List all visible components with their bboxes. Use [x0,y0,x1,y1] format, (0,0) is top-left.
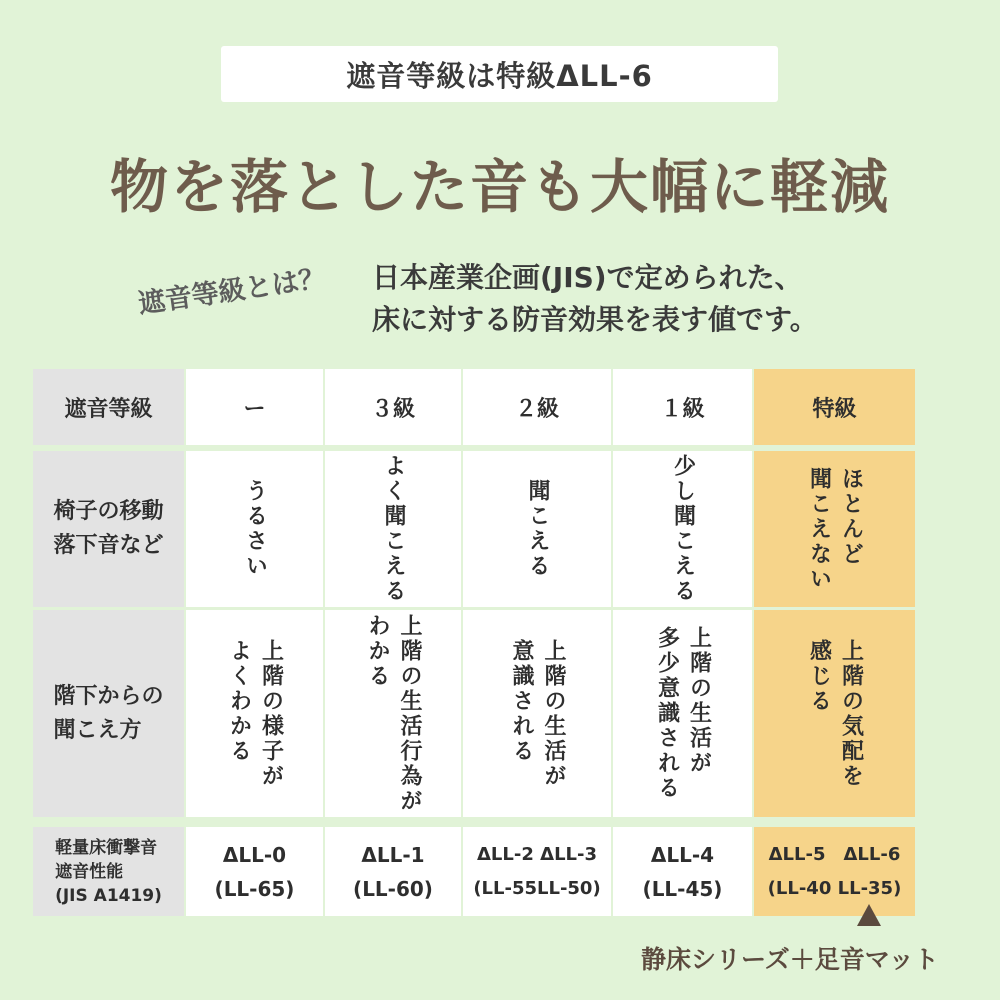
hearing-text: わかる [365,613,390,689]
row-header-chair [33,451,184,607]
chair-text: ほとんど [838,466,864,567]
row-header-chair-line: 椅子の移動 [53,499,164,524]
hearing-cell-1 [325,610,461,817]
explanation-line-1: 日本産業企画(JIS)で定められた、 [372,261,803,294]
rating-ll: (LL-65) [214,876,295,901]
hearing-text: 上階の生活が [541,638,566,789]
chair-text: うるさい [242,479,268,579]
grade-label: ３級 [370,396,415,422]
rating-ll: (LL-40 LL-35) [767,877,902,899]
rating-value: ΔLL-0 [222,842,287,867]
row-header-grade [33,369,184,445]
row-header-hearing-line: 聞こえ方 [53,717,142,743]
hearing-text: 上階の気配を [838,638,864,789]
chair-cell-1 [325,451,461,607]
grade-cell-3 [613,369,752,445]
chair-cell-2 [463,451,611,607]
chair-text: よく聞こえる [381,454,406,604]
hearing-cell-3 [613,610,752,817]
rating-ll: (LL-45) [642,876,723,901]
chair-cell-4 [754,451,915,607]
row-header-hearing [33,610,184,817]
chair-cell-0 [186,451,323,607]
rating-cell-3 [613,827,752,916]
rating-value: ΔLL-1 [361,842,425,867]
hearing-text: 上階の生活行為が [397,613,422,814]
row-header-hearing-line: 階下からの [53,683,164,709]
hearing-text: よくわかる [226,638,252,764]
grade-badge: 遮音等級は特級ΔLL-6 [221,46,778,102]
hearing-text: 上階の様子が [258,638,284,789]
rating-value: ΔLL-5 ΔLL-6 [768,843,901,865]
row-header-rating-line: (JIS A1419) [55,885,162,906]
up-arrow-icon [857,904,881,926]
explanation-text [372,257,818,341]
chair-text: 少し聞こえる [670,454,696,604]
rating-ll: (LL-60) [353,876,433,901]
hearing-text: 多少意識される [654,626,680,801]
hearing-text: 感じる [806,638,832,714]
page-headline: 物を落とした音も大幅に軽減 [109,153,890,221]
chair-text: 聞こえる [525,479,550,579]
grade-label: １級 [660,396,705,422]
row-header-rating-line: 遮音性能 [55,861,124,882]
rating-cell-0 [186,827,323,916]
rating-cell-4 [754,827,915,916]
grade-cell-1 [325,369,461,445]
grade-cell-0 [186,369,323,445]
row-header-rating [33,827,184,916]
grade-label: 特級 [812,396,857,422]
hearing-text: 上階の生活が [686,626,712,776]
row-header-rating-line: 軽量床衝撃音 [55,837,158,858]
grade-cell-2 [463,369,611,445]
row-header-grade-label: 遮音等級 [64,396,153,422]
explanation-line-2: 床に対する防音効果を表す値です。 [372,303,818,336]
row-header-chair-line: 落下音など [53,533,164,558]
hearing-text: 意識される [509,638,534,764]
question-label: 遮音等級とは？ [136,262,328,320]
rating-value: ΔLL-4 [650,842,715,867]
rating-cell-1 [325,827,461,916]
rating-value: ΔLL-2 ΔLL-3 [477,843,597,865]
product-caption: 静床シリーズ＋足音マット [641,945,939,974]
grade-label: ２級 [514,396,559,422]
chair-cell-3 [613,451,752,607]
rating-ll: (LL-55LL-50) [473,877,601,899]
chair-text: 聞こえない [806,466,832,592]
rating-cell-2 [463,827,611,916]
grade-label: ー [243,396,266,422]
hearing-cell-0 [186,610,323,817]
hearing-cell-4 [754,610,915,817]
hearing-cell-2 [463,610,611,817]
grade-cell-4 [754,369,915,445]
